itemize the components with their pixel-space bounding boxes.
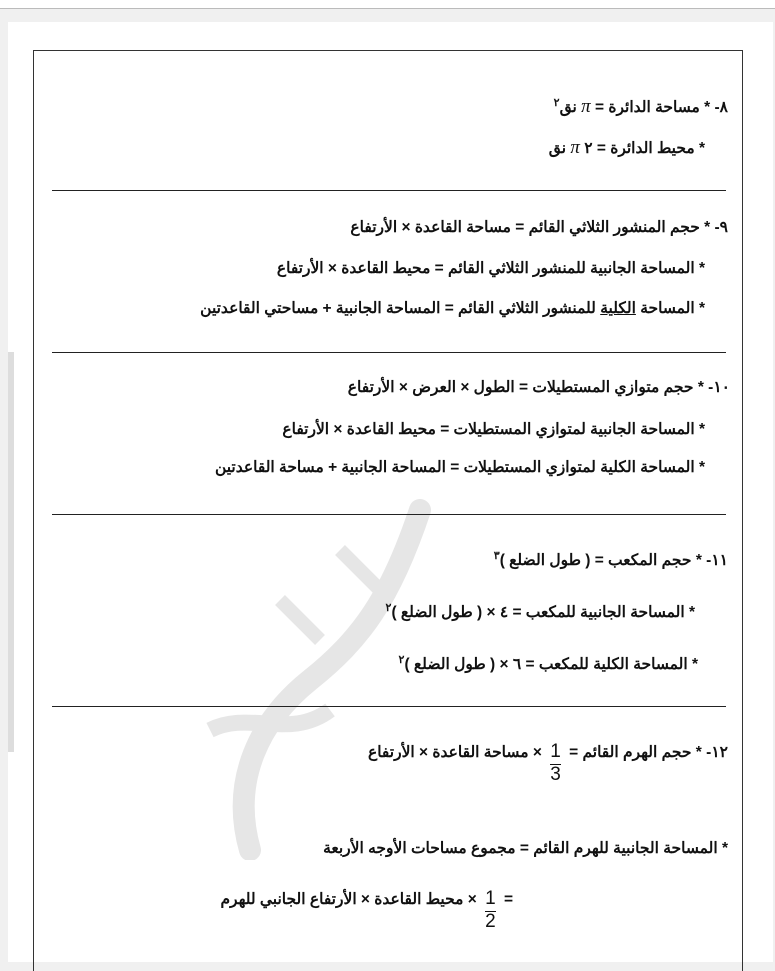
- item-8-circle-area: ٨- * مساحة الدائرة = π نق$^٢$: [553, 96, 728, 118]
- divider: [52, 190, 726, 191]
- item-12-pyramid-volume: ١٢- * حجم الهرم القائم = $\frac{1}{3}$ × مساحة القاعدة × الأرتفاع: [367, 741, 728, 785]
- divider: [52, 352, 726, 353]
- divider: [52, 706, 726, 707]
- item-9-prism-volume: ٩- * حجم المنشور الثلاثي القائم = مساحة القاعدة × الأرتفاع: [350, 219, 728, 236]
- prism-lateral-area: * المساحة الجانبية للمنشور الثلاثي القائم = محيط القاعدة × الأرتفاع: [276, 260, 705, 277]
- fraction-one-third: $\frac{1}{3}$: [550, 741, 561, 785]
- item-11-cube-volume: ١١- * حجم المكعب = ( طول الضلع )$^٣$: [493, 550, 728, 570]
- pyramid-lateral-area: * المساحة الجانبية للهرم القائم = مجموع مساحات الأوجه الأربعة: [323, 840, 728, 857]
- fraction-one-half: $\frac{1}{2}$: [485, 888, 496, 932]
- cube-lateral-area: * المساحة الجانبية للمكعب = ٤ × ( طول الضلع )$^٢$: [385, 602, 695, 622]
- cuboid-total-area: * المساحة الكلية لمتوازي المستطيلات = المساحة الجانبية + مساحة القاعدتين: [214, 459, 705, 476]
- scroll-edge: [8, 352, 14, 752]
- divider: [52, 514, 726, 515]
- top-strip: [0, 0, 775, 9]
- cuboid-lateral-area: * المساحة الجانبية لمتوازي المستطيلات = محيط القاعدة × الأرتفاع: [282, 421, 705, 438]
- prism-total-area: * المساحة الكلية للمنشور الثلاثي القائم = المساحة الجانبية + مساحتي القاعدتين: [200, 300, 705, 317]
- pyramid-lateral-area-formula: = $\frac{1}{2}$ × محيط القاعدة × الأرتفاع الجانبي للهرم: [220, 888, 513, 932]
- circle-circumference: * محيط الدائرة = ٢ π نق: [548, 137, 705, 158]
- item-10-cuboid-volume: ١٠- * حجم متوازي المستطيلات = الطول × العرض × الأرتفاع: [347, 379, 730, 396]
- cube-total-area: * المساحة الكلية للمكعب = ٦ × ( طول الضلع )$^٢$: [398, 654, 698, 674]
